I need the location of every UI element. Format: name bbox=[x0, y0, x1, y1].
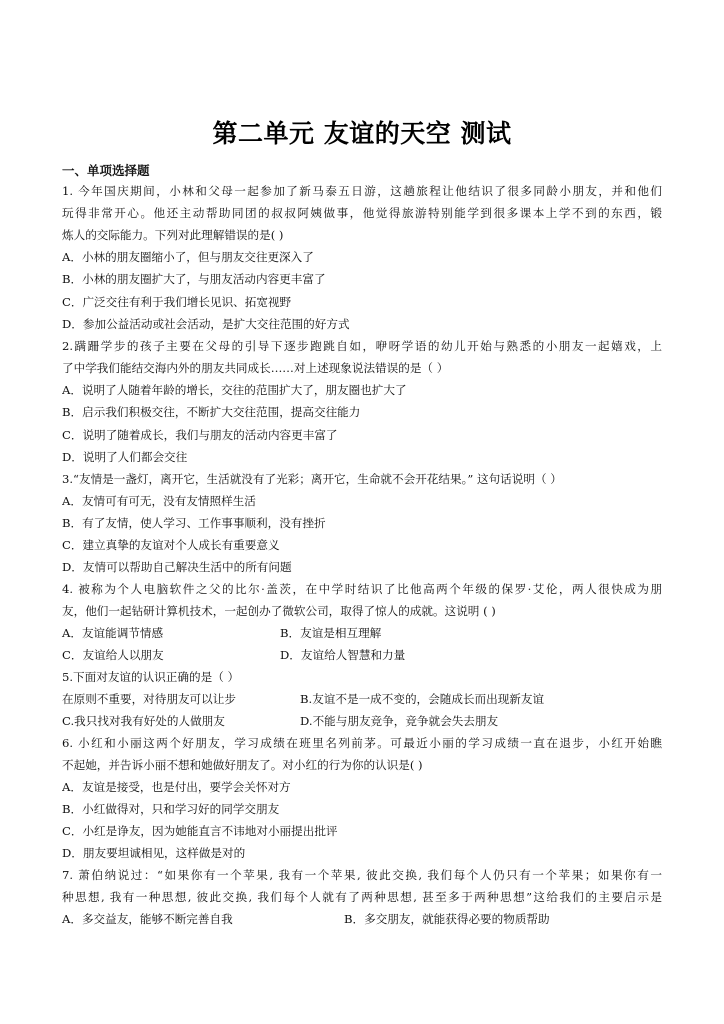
q5-option-c: C.我只找对我有好处的人做朋友 bbox=[62, 714, 225, 728]
q6-stem-line-1: 6. 小红和小丽这两个好朋友，学习成绩在班里名列前茅。可最近小丽的学习成绩一直在退步，小红开始瞧 bbox=[62, 736, 662, 750]
q5-option-b: B.友谊不是一成不变的，会随成长而出现新友谊 bbox=[300, 692, 545, 706]
q7-option-a: A．多交益友，能够不断完善自我 bbox=[62, 912, 233, 926]
q2-stem-line-2: 了中学我们能结交海内外的朋友共同成长……对上述现象说法错误的是（ ） bbox=[62, 361, 449, 375]
q6-option-c: C．小红是诤友，因为她能直言不讳地对小丽提出批评 bbox=[62, 824, 338, 838]
q2-option-a: A．说明了人随着年龄的增长，交往的范围扩大了，朋友圈也扩大了 bbox=[62, 383, 407, 397]
q3-option-a: A．友情可有可无，没有友情照样生活 bbox=[62, 494, 256, 508]
q6-option-d: D．朋友要坦诚相见，这样做是对的 bbox=[62, 846, 246, 860]
q4-stem-line-1: 4. 被称为个人电脑软件之父的比尔·盖茨，在中学时结识了比他高两个年级的保罗·艾伦，两人很快成为朋 bbox=[62, 582, 662, 596]
q3-option-d: D．友情可以帮助自己解决生活中的所有问题 bbox=[62, 560, 292, 574]
section-heading: 一、单项选择题 bbox=[62, 163, 150, 178]
q4-option-c: C．友谊给人以朋友 bbox=[62, 648, 164, 662]
q1-stem-line-1: 1. 今年国庆期间，小林和父母一起参加了新马泰五日游，这趟旅程让他结识了很多同龄小朋友，并和他们 bbox=[62, 184, 662, 198]
q5-option-d: D.不能与朋友竞争，竞争就会失去朋友 bbox=[300, 714, 499, 728]
q7-stem-line-2: 种思想, 我有一种思想, 彼此交换, 我们每个人就有了两种思想, 甚至多于两种思想”这给我们的主要启示是 bbox=[62, 890, 662, 904]
q6-option-b: B．小红做得对，只和学习好的同学交朋友 bbox=[62, 802, 280, 816]
q2-option-b: B．启示我们积极交往，不断扩大交往范围，提高交往能力 bbox=[62, 405, 361, 419]
q3-stem-line-1: 3.“友情是一盏灯，离开它，生活就没有了光彩；离开它，生命就不会开花结果。” 这句话说明（ ） bbox=[62, 472, 562, 486]
q3-option-b: B．有了友情，使人学习、工作事事顺利，没有挫折 bbox=[62, 516, 326, 530]
q1-option-b: B．小林的朋友圈扩大了，与朋友活动内容更丰富了 bbox=[62, 272, 326, 286]
q3-option-c: C．建立真挚的友谊对个人成长有重要意义 bbox=[62, 538, 280, 552]
q7-stem-line-1: 7. 萧伯纳说过：“如果你有一个苹果, 我有一个苹果, 彼此交换, 我们每个人仍只有一个苹果；如果你有一 bbox=[62, 868, 662, 882]
q5-option-a: 在原则不重要，对待朋友可以让步 bbox=[62, 692, 236, 706]
q2-option-d: D．说明了人们都会交往 bbox=[62, 450, 188, 464]
q1-option-c: C．广泛交往有利于我们增长见识、拓宽视野 bbox=[62, 295, 292, 309]
q6-option-a: A．友谊是接受，也是付出，要学会关怀对方 bbox=[62, 780, 291, 794]
q2-stem-line-1: 2.蹒跚学步的孩子主要在父母的引导下逐步跑跳自如，咿呀学语的幼儿开始与熟悉的小朋友一起嬉戏，上 bbox=[62, 339, 662, 353]
q1-option-d: D．参加公益活动或社会活动，是扩大交往范围的好方式 bbox=[62, 317, 350, 331]
q1-stem-line-3: 炼人的交际能力。下列对此理解错误的是( ) bbox=[62, 228, 284, 242]
q1-option-a: A．小林的朋友圈缩小了，但与朋友交往更深入了 bbox=[62, 250, 314, 264]
page-title: 第二单元 友谊的天空 测试 bbox=[212, 119, 512, 148]
q4-option-d: D．友谊给人智慧和力量 bbox=[280, 648, 406, 662]
q2-option-c: C．说明了随着成长，我们与朋友的活动内容更丰富了 bbox=[62, 428, 338, 442]
q4-option-a: A．友谊能调节情感 bbox=[62, 626, 164, 640]
q1-stem-line-2: 玩得非常开心。他还主动帮助同团的叔叔阿姨做事，他觉得旅游特别能学到很多课本上学不到的东西，锻 bbox=[62, 206, 662, 220]
q7-option-b: B．多交朋友，就能获得必要的物质帮助 bbox=[344, 912, 550, 926]
q4-option-b: B．友谊是相互理解 bbox=[280, 626, 382, 640]
q5-stem-line-1: 5.下面对友谊的认识正确的是（ ） bbox=[62, 670, 240, 684]
q6-stem-line-2: 不起她，并告诉小丽不想和她做好朋友了。对小红的行为你的认识是( ) bbox=[62, 758, 423, 772]
q4-stem-line-2: 友，他们一起钻研计算机技术，一起创办了微软公司，取得了惊人的成就。这说明 ( ) bbox=[62, 604, 496, 618]
